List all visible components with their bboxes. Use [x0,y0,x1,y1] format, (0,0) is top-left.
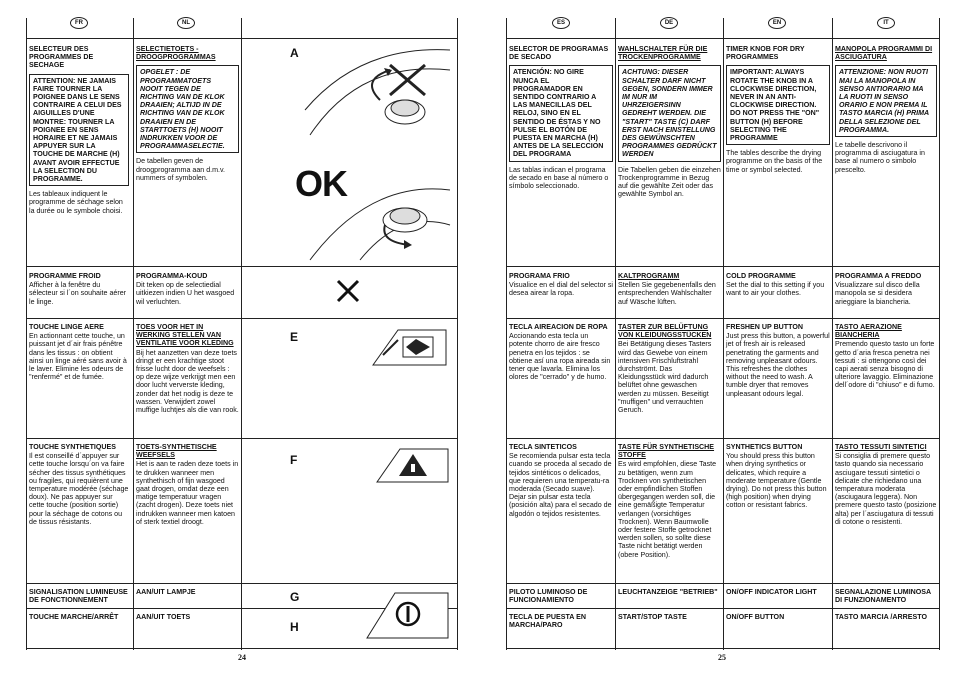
it-selector-text: Le tabelle descrivono il programma di asciugatura in base al numero o simbolo prescelto. [835,141,925,174]
nl-selector-title: SELECTIETOETS - DROOGPROGRAMMAS [136,45,216,62]
page-number-left: 24 [238,653,246,662]
de-lamp-title: LEUCHTANZEIGE "BETRIEB" [618,588,718,596]
de-start-title: START/STOP TASTE [618,613,687,621]
nl-synth-text: Het is aan te raden deze toets in te drukken wanneer men synthethisch of fijn wasgoed gaat drogen, omdat deze een matige temperatuur vragen (zacht drogen). Deze toets niet indrukken wanneer men katoen of sterk textiel droogt. [136,460,239,526]
fr-lamp-section [29,588,129,605]
en-synth-section [726,443,830,510]
en-air-title: FRESHEN UP BUTTON [726,323,803,331]
it-lamp-title: SEGNALAZIONE LUMINOSA DI FUNZIONAMENTO [835,588,931,605]
nl-air-section [136,323,239,414]
en-air-text: Just press this button, a powerful jet of fresh air is released penetrating the garments and removing unpleasant odours. This refreshes the clothes without the need to wash. A tumble dryer that removes unpleasant odours legal. [726,332,830,398]
fr-start-section [29,613,129,622]
en-lamp-title: ON/OFF INDICATOR LIGHT [726,588,817,596]
es-start-section [509,613,613,630]
nl-cold-section [136,272,239,306]
es-lamp-section [509,588,613,605]
es-cold-section [509,272,613,298]
air-button-icon [368,325,448,370]
en-start-section [726,613,830,622]
de-synth-text: Es wird empfohlen, diese Taste zu betätigen, wenn zum Trocknen von synthetischen oder empfindlichen Stoffen übergegangen werden soll, die eine gemäßigte Temperatur verlangen (vorsichtiges Trocknen). Wenn Baumwolle oder festere Stoffe getrocknet werden sollen, so sollte diese Taste nicht betätigt werden (obere Position). [618,460,717,559]
label-f: F [290,453,298,467]
en-cold-title: COLD PROGRAMME [726,272,796,280]
fr-synth-section [29,443,129,526]
de-cold-text: Stellen Sie gegebenenfalls den entsprechenden Wahlschalter auf Wäsche lüften. [618,281,716,306]
flag-es: ES [552,17,570,29]
it-start-title: TASTO MARCIA /ARRESTO [835,613,927,621]
en-synth-title: SYNTHETICS BUTTON [726,443,803,451]
fr-lamp-title: SIGNALISATION LUMINEUSE DE FONCTIONNEMENT [29,588,128,605]
fr-cold-title: PROGRAMME FROID [29,272,101,280]
en-air-section [726,323,830,398]
synthetics-button-icon [375,446,450,484]
fr-cold-text: Afficher à la fenêtre du sélecteur si l´on souhaite aérer le linge. [29,281,126,306]
ok-label: OK [295,163,347,204]
de-selector-warning: ACHTUNG: DIESER SCHALTER DARF NICHT GEGEN, SONDERN IMMER IM NUR IM UHRZEIGERSINN GEDREHT WERDEN. DIE "START" TASTE (C) DARF ERST NACH EINSTELLUNG DES GEWÜNSCHTEN PROGRAMMES GEDRÜCKT WERDEN [618,65,721,161]
es-cold-title: PROGRAMA FRIO [509,272,570,280]
it-air-text: Premendo questo tasto un forte getto d´aria fresca penetra nei tessuti : si ottengono così dei capi aerati senza bisogno di ulteriore lavaggio. Eliminazione dell´odore di "chiuso" e di fumo. [835,340,935,390]
label-g: G [290,590,300,604]
es-synth-text: Se recomienda pulsar esta tecla cuando se proceda al secado de tejidos sintéticos o delicados, que requieren una temperatu-ra moderada (Secado suave). Dejar sin pulsar esta tecla (posición alta) para el secado de algodón o tejidos resistentes. [509,452,612,518]
flag-en: EN [768,17,786,29]
es-synth-section [509,443,613,518]
en-selector-text: The tables describe the drying programme on the basis of the time or symbol selected. [726,149,823,174]
es-selector-warning: ATENCIÓN: NO GIRE NUNCA EL PROGRAMADOR EN SENTIDO CONTRARIO A LAS MANECILLAS DEL RELOJ, SINO EN EL SENTIDO DE ÉSTAS Y NO PULSE EL BOTÓN DE PUESTA EN MARCHA (H) ANTES DE LA SELECCION DEL PROGRAMA [509,65,613,161]
label-h: H [290,620,299,634]
de-selector-title: WAHLSCHALTER FÜR DIE TROCKENPROGRAMME [618,45,708,62]
es-start-title: TECLA DE PUESTA EN MARCHA/PARO [509,613,586,630]
fr-air-text: En actionnant cette touche, un puissant jet d´air frais pénêtre dans les tissus : on obtient ainsi un linge aéré sans avoir à le laver. Elimine les odeurs de "renfermé" et de fumée. [29,332,127,382]
fr-selector-warning: ATTENTION: NE JAMAIS FAIRE TOURNER LA POIGNEE DANS LE SENS CONTRAIRE A CELUI DES AIGUILLES D'UNE MONTRE: TOURNER LA POIGNEE EN SENS HORAIRE ET NE JAMAIS APPUYER SUR LA TOUCHE DE MARCHE (H) AVANT AVOIR EFFECTUE LA SELECTION DU PROGRAMME. [29,74,129,187]
es-selector-text: Las tablas indican el programa de secado en base al número o símbolo seleccionado. [509,165,609,191]
it-cold-text: Visualizzare sul disco della manopola se si desidera arieggiare la biancheria. [835,281,920,306]
es-air-section [509,323,613,381]
de-lamp-section [618,588,721,597]
it-air-title: TASTO AERAZIONE BIANCHERIA [835,323,902,340]
de-air-text: Bei Betätigung dieses Tasters wird das Gewebe von einem intensiven Frischluftstrahl durchströmt. Das Kleidungsstück wird dadurch belüftet ohne gewaschen werden zu müssen. Beseitigt "muffigen" und verrauchten Geruch. [618,340,712,415]
fr-cold-section [29,272,129,306]
nl-selector-text: De tabellen geven de droogprogramma aan d.m.v. nummers of symbolen. [136,157,225,182]
it-selector-section [835,45,937,174]
on-off-button-icon [365,588,450,640]
es-lamp-title: PILOTO LUMINOSO DE FUNCIONAMIENTO [509,588,588,605]
flag-it: IT [877,17,895,29]
knob-wrong-direction-illustration [300,40,452,140]
de-cold-title: KALTPROGRAMM [618,272,680,280]
it-synth-text: Si consiglia di premere questo tasto quando sia necessario asciugare tessuti sintetici o delicate che richiedano una temperatura moderata (asciugaura leggera). Non premere questo tasto (posizione alta) per l´asciugatura di tessuti di cotone o resistenti. [835,452,937,526]
de-selector-section [618,45,721,198]
cold-program-icon [335,276,361,306]
fr-selector-title: SELECTEUR DES PROGRAMMES DE SECHAGE [29,45,94,70]
knob-correct-direction-illustration [300,150,452,265]
nl-selector-section [136,45,239,182]
en-selector-warning: IMPORTANT: ALWAYS ROTATE THE KNOB IN A CLOCKWISE DIRECTION, NEVER IN AN ANTI-CLOCKWISE DIRECTION. DO NOT PRESS THE "ON" BUTTON (H) BEFORE SELECTING THE PROGRAMME [726,65,830,145]
flag-nl: NL [177,17,195,29]
it-synth-title: TASTO TESSUTI SINTETICI [835,443,927,451]
es-synth-title: TECLA SINTETICOS [509,443,577,451]
nl-start-title: AAN/UIT TOETS [136,613,191,621]
it-lamp-section [835,588,937,605]
fr-synth-text: Il est conseillé d´appuyer sur cette touche lorsqu´on va faire sécher des tissus synthétiques ou fragiles, qui requièrent une temperature modérée (séchage doux). Ne pas appuyer sur cette touche (position sortie) pour la séchage de cotons ou de tissus résistants. [29,452,129,526]
it-air-section [835,323,937,390]
it-cold-title: PROGRAMMA A FREDDO [835,272,922,280]
nl-air-text: Bij het aanzetten van deze toets dringt er een krachtige stoot frisse lucht door de weefsels : op deze wijze verkrijgt men een door lucht ververste kleding, zonder dat het nodig is deze te wassen. Verwijdert zowel muffige luchtjes als die van rook. [136,348,239,415]
es-air-title: TECLA AIREACION DE ROPA [509,323,608,331]
flag-fr: FR [70,17,88,29]
en-selector-title: TIMER KNOB FOR DRY PROGRAMMES [726,45,805,62]
de-air-title: TASTER ZUR BELÜFTUNG VON KLEIDUNGSSTÜCKEN [618,323,712,340]
fr-start-title: TOUCHE MARCHE/ARRÊT [29,613,119,621]
label-a: A [290,46,299,60]
en-lamp-section [726,588,830,597]
it-start-section [835,613,937,622]
es-selector-section [509,45,613,190]
fr-synth-title: TOUCHE SYNTHETIQUES [29,443,116,451]
flag-de: DE [660,17,678,29]
it-cold-section [835,272,937,306]
nl-cold-title: PROGRAMMA-KOUD [136,272,208,280]
en-selector-section [726,45,830,174]
nl-selector-warning: OPGELET : DE PROGRAMMATOETS NOOIT TEGEN DE RICHTING VAN DE KLOK DRAAIEN; ALTIJD IN DE RICHTING VAN DE KLOK DRAAIEN EN DE STARTTOETS (H) NOOIT INDRUKKEN VOOR DE PROGRAMMASELECTIE. [136,65,239,153]
es-selector-title: SELECTOR DE PROGRAMAS DE SECADO [509,45,609,62]
en-cold-text: Set the dial to this setting if you want to air your clothes. [726,281,825,298]
de-cold-section [618,272,721,306]
it-selector-title: MANOPOLA PROGRAMMI DI ASCIUGATURA [835,45,933,62]
de-selector-text: Die Tabellen geben die einzehen Trockenprogramme in Bezug auf die gewählte Zeit oder das gewählte Symbol an. [618,165,721,199]
en-start-title: ON/OFF BUTTON [726,613,785,621]
fr-selector-section [29,45,129,215]
fr-selector-text: Les tableaux indiquent le programme de séchage selon la durée ou le symbole choisi. [29,190,123,215]
en-cold-section [726,272,830,298]
de-start-section [618,613,721,622]
label-e: E [290,330,299,344]
fr-air-section [29,323,129,381]
it-synth-section [835,443,937,526]
nl-air-title: TOES VOOR HET IN WERKING STELLEN VAN VENTILATIE VOOR KLEDING [136,323,234,348]
nl-start-section [136,613,239,622]
nl-cold-text: Dit teken op de selectiedial uitkiezen indien U het wasgoed wil verluchten. [136,281,235,306]
en-synth-text: You should press this button when drying synthetics or delicates, which require a moderate temperature (Gentle drying). Do not press this button (high position) when drying cotton or resistant fabrics. [726,452,827,510]
nl-synth-title: TOETS-SYNTHETISCHE WEEFSELS [136,443,217,460]
page-number-right: 25 [718,653,726,662]
fr-air-title: TOUCHE LINGE AERE [29,323,104,331]
it-selector-warning: ATTENZIONE: NON RUOTI MAI LA MANOPOLA IN SENSO ANTIORARIO MA LA RUOTI IN SENSO ORARIO E NON PREMA IL TASTO MARCIA (H) PRIMA DELLA SELEZIONE DEL PROGRAMMA. [835,65,937,137]
nl-lamp-section [136,588,239,597]
es-cold-text: Visualice en el dial del selector si desea airear la ropa. [509,281,613,298]
de-synth-section [618,443,721,559]
nl-synth-section [136,443,239,526]
de-synth-title: TASTE FÜR SYNTHETISCHE STOFFE [618,443,715,460]
es-air-text: Accionando esta tecla un potente chorro de aire fresco penetra en los tejidos : se obtiene así una ropa aireada sin tener que lavarla. Elimina los olores de "cerrado" y de humo. [509,332,611,382]
nl-lamp-title: AAN/UIT LAMPJE [136,588,196,596]
de-air-section [618,323,721,414]
